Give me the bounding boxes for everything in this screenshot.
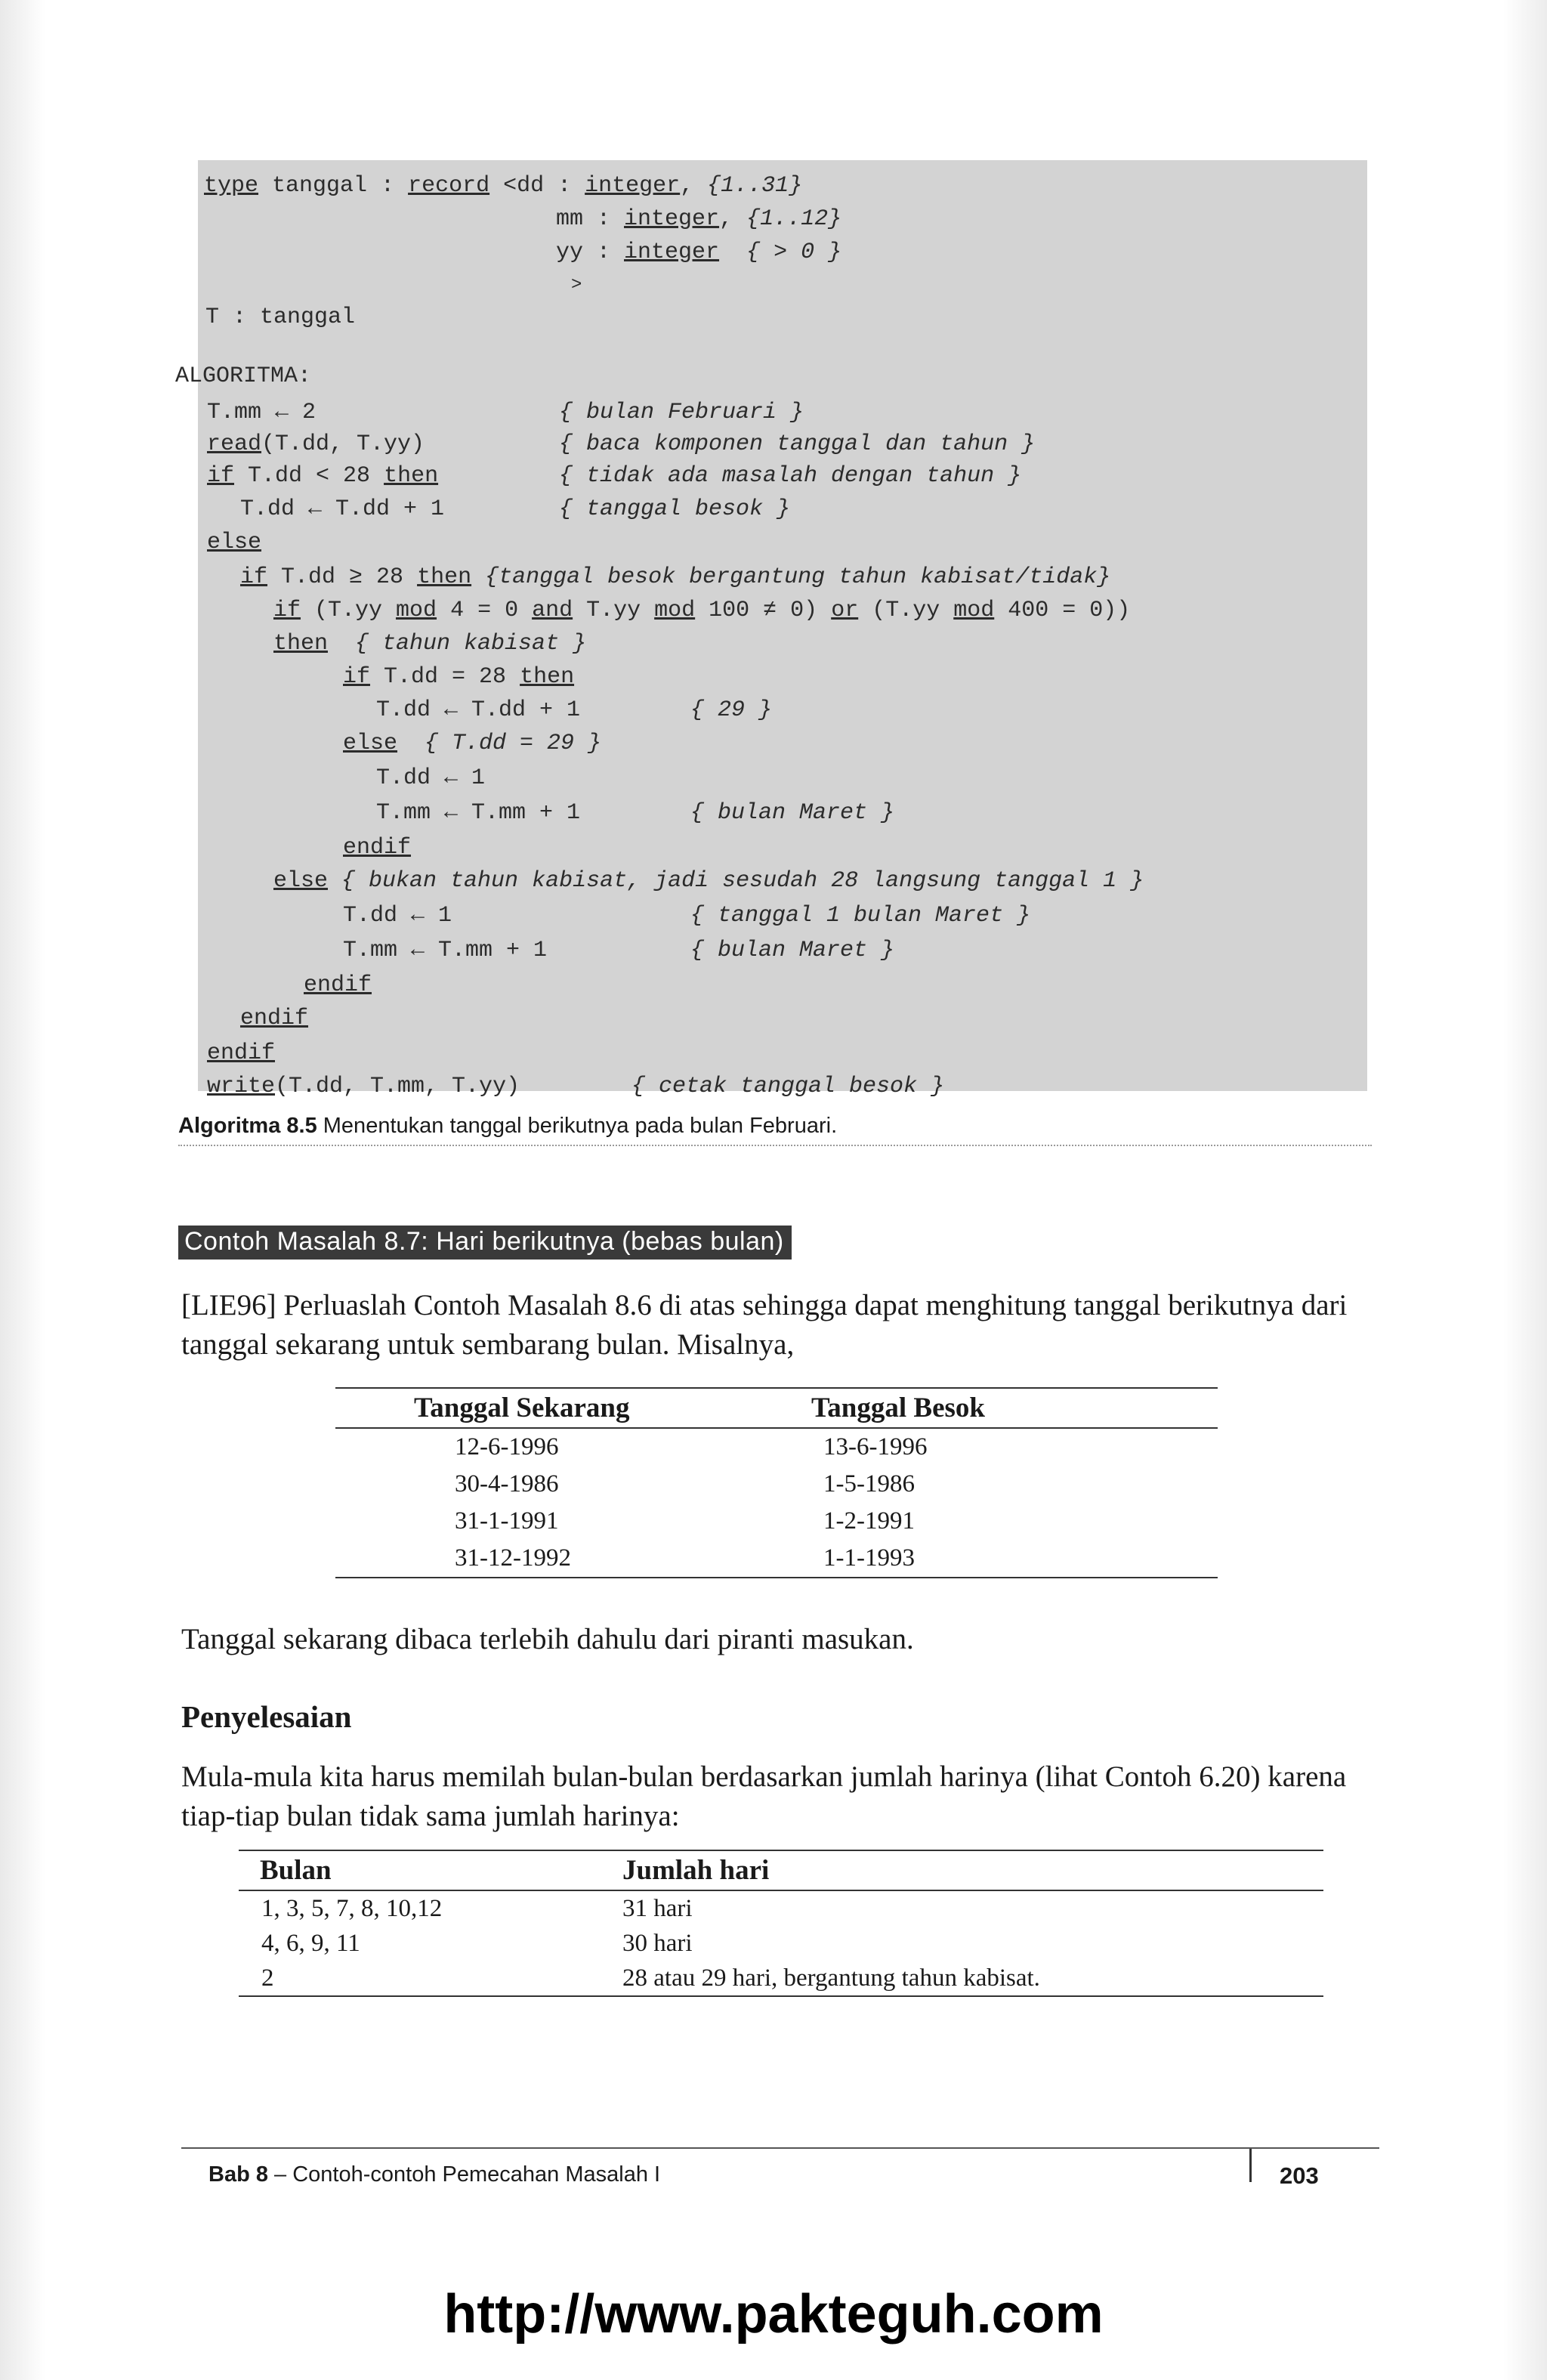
solution-paragraph: Mula-mula kita harus memilah bulan-bulan berdasarkan jumlah harinya (lihat Contoh 6.20) karena tiap-tiap bulan tidak sama jumlah harinya: [181,1760,1347,1832]
table-cell: 30 hari [622,1930,693,1957]
table-cell: 13-6-1996 [823,1433,928,1460]
code-line-20: endif [343,835,412,861]
code-line-5: T : tanggal [205,304,356,330]
code-comment-22: { tanggal 1 bulan Maret } [690,903,1031,929]
code-line-10: T.dd ← T.dd + 1 [240,496,445,522]
footer-chapter-title: – Contoh-contoh Pemecahan Masalah I [267,2162,661,2187]
table-cell: 31-12-1992 [455,1544,571,1572]
code-line-12: if T.dd ≥ 28 then {tanggal besok bergantung tahun kabisat/tidak} [240,564,1111,590]
table-header-row [239,1850,1323,1890]
code-comment-27: { cetak tanggal besok } [631,1074,945,1099]
code-line-13: if (T.yy mod 4 = 0 and T.yy mod 100 ≠ 0) or (T.yy mod 400 = 0)) [273,598,1131,623]
code-line-24: endif [304,972,372,998]
page-number: 203 [1280,2162,1319,2189]
table-row [239,1890,1323,1926]
table-cell: 28 atau 29 hari, bergantung tahun kabisat. [622,1964,1040,1992]
code-line-4: > [571,275,582,295]
table-cell: 1-2-1991 [823,1507,915,1535]
code-line-18: T.dd ← 1 [376,765,486,791]
table-header-cell: Bulan [260,1855,332,1886]
table-cell: 31-1-1991 [455,1507,559,1535]
code-comment-23: { bulan Maret } [690,938,895,963]
watermark-url: http://www.pakteguh.com [443,2284,1104,2344]
code-line-9: if T.dd < 28 then [207,463,439,489]
code-line-23: T.mm ← T.mm + 1 [343,938,548,963]
code-line-21: else { bukan tahun kabisat, jadi sesudah 28 langsung tanggal 1 } [273,868,1144,894]
algorithm-code-block [175,160,1367,1099]
table-cell: 1, 3, 5, 7, 8, 10,12 [261,1895,443,1922]
code-comment-19: { bulan Maret } [690,800,895,826]
code-comment-8: { baca komponen tanggal dan tahun } [559,431,1036,457]
table-cell: 31 hari [622,1895,693,1922]
code-line-11: else [207,530,262,555]
table-cell: 1-5-1986 [823,1470,915,1498]
code-line-19: T.mm ← T.mm + 1 [376,800,581,826]
code-line-27: write(T.dd, T.mm, T.yy) [207,1074,520,1099]
footer-divider [181,2147,1379,2149]
footer-separator [1249,2149,1252,2182]
table-cell: 30-4-1986 [455,1470,559,1498]
table-row [335,1466,1218,1503]
code-line-3: yy : integer { > 0 } [556,240,842,265]
code-comment-7: { bulan Februari } [559,400,804,425]
table-header-row [335,1388,1218,1428]
code-line-7: T.mm ← 2 [207,400,317,425]
intro-paragraph: [LIE96] Perluaslah Contoh Masalah 8.6 di atas sehingga dapat menghitung tanggal berikutnya dari tanggal sekarang untuk sembarang bulan. Misalnya, [181,1289,1348,1361]
table-header-cell: Jumlah hari [622,1855,770,1886]
table-row [239,1961,1323,1996]
code-line-17: else { T.dd = 29 } [343,731,602,756]
code-line-26: endif [207,1040,276,1066]
table-cell: 12-6-1996 [455,1433,559,1460]
table-row [239,1926,1323,1961]
code-line-15: if T.dd = 28 then [343,664,575,690]
subheading: Penyelesaian [181,1699,352,1734]
algorithm-caption [178,1114,1372,1146]
footer-chapter-label: Bab 8 [208,2162,268,2187]
note-paragraph: Tanggal sekarang dibaca terlebih dahulu dari piranti masukan. [181,1623,914,1655]
code-line-16: T.dd ← T.dd + 1 [376,697,581,723]
table-header-cell: Tanggal Sekarang [414,1392,630,1423]
table-header-cell: Tanggal Besok [811,1392,985,1423]
code-line-1: type tanggal : record <dd : integer, {1..31} [204,173,803,199]
code-line-8: read(T.dd, T.yy) [207,431,425,457]
table-row [335,1503,1218,1540]
table-cell: 2 [261,1964,274,1992]
table-cell: 1-1-1993 [823,1544,915,1572]
code-line-6: ALGORITMA: [175,363,312,389]
table-cell: 4, 6, 9, 11 [261,1930,360,1957]
caption-text: Menentukan tanggal berikutnya pada bulan Februari. [317,1114,838,1138]
code-line-14: then { tahun kabisat } [273,631,587,657]
table-row [335,1540,1218,1578]
month-days-table [239,1850,1323,1997]
code-comment-10: { tanggal besok } [559,496,791,522]
code-line-22: T.dd ← 1 [343,903,452,929]
date-example-table [335,1387,1218,1578]
section-title: Contoh Masalah 8.7: Hari berikutnya (bebas bulan) [178,1226,792,1260]
code-comment-9: { tidak ada masalah dengan tahun } [559,463,1022,489]
footer-chapter [208,2162,660,2187]
caption-label: Algoritma 8.5 [178,1114,317,1138]
code-line-25: endif [240,1006,309,1031]
code-comment-16: { 29 } [690,697,773,723]
code-line-2: mm : integer, {1..12} [556,206,842,232]
table-row [335,1428,1218,1466]
